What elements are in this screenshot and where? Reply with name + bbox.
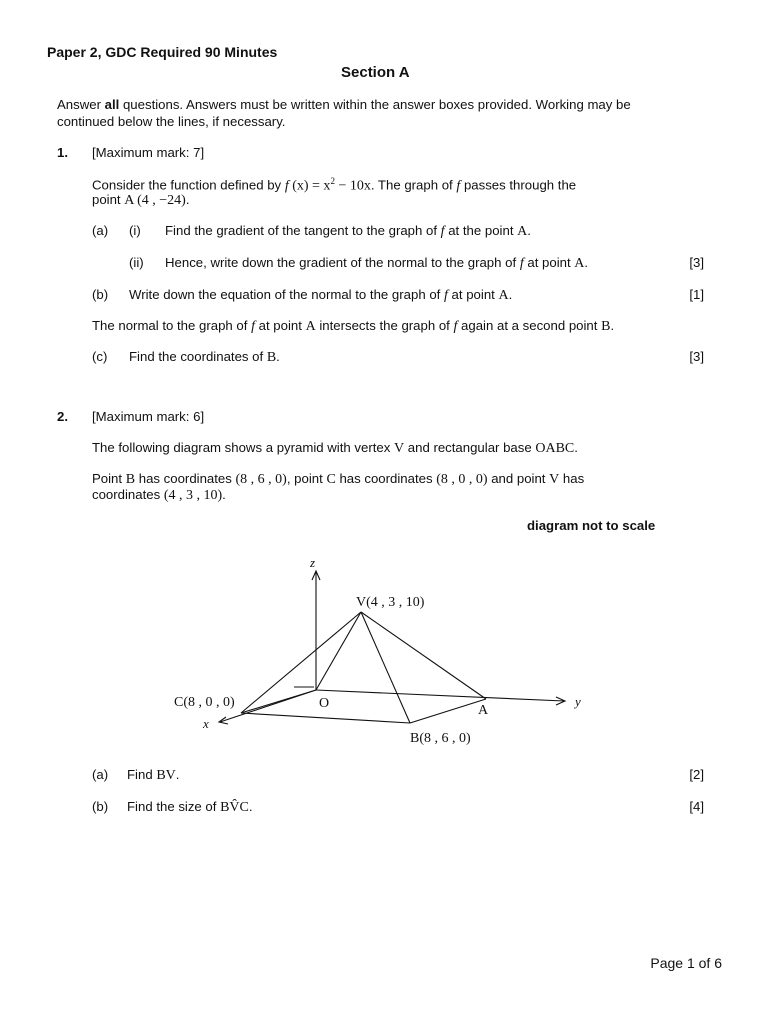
q1aii-label: (ii) xyxy=(129,255,144,270)
q1-normal-statement: The normal to the graph of f at point A intersects the graph of f again at a second point B. xyxy=(92,318,615,334)
page-number: Page 1 of 6 xyxy=(650,955,722,971)
q1b-mark: [1] xyxy=(689,287,704,302)
q1c-text: Find the coordinates of B. xyxy=(129,349,280,365)
q2b-text: Find the size of BV̂C. xyxy=(127,799,253,815)
instructions-line-2: continued below the lines, if necessary. xyxy=(57,114,286,129)
q1-intro-line-2: point A (4 , −24). xyxy=(92,192,190,208)
diagram-scale-note: diagram not to scale xyxy=(527,518,656,533)
q1-number: 1. xyxy=(57,145,68,160)
edge-VO xyxy=(316,612,361,690)
edge-VC xyxy=(241,612,361,713)
q1c-label: (c) xyxy=(92,349,108,364)
q2-max-mark: [Maximum mark: 6] xyxy=(92,409,205,424)
q1b-text: Write down the equation of the normal to the graph of f at point A. xyxy=(129,287,513,303)
q2b-label: (b) xyxy=(92,799,109,814)
y-axis-label: y xyxy=(575,694,581,709)
instructions-line-1: Answer all questions. Answers must be written within the answer boxes provided. Working may be xyxy=(57,97,631,112)
paper-title: Paper 2, GDC Required 90 Minutes xyxy=(47,44,278,60)
q2b-mark: [4] xyxy=(689,799,704,814)
q1ai-label: (i) xyxy=(129,223,141,238)
point-A-label: A xyxy=(478,703,489,718)
edge-CB xyxy=(241,713,410,723)
q2-intro: The following diagram shows a pyramid with vertex V and rectangular base OABC. xyxy=(92,440,578,456)
q1c-mark: [3] xyxy=(689,349,704,364)
point-B-label: B(8 , 6 , 0) xyxy=(410,731,471,746)
q1ai-text: Find the gradient of the tangent to the graph of f at the point A. xyxy=(165,223,531,239)
q2a-mark: [2] xyxy=(689,767,704,782)
section-title: Section A xyxy=(341,64,410,81)
q2-number: 2. xyxy=(57,409,68,424)
q2a-text: Find BV. xyxy=(127,767,180,783)
point-C-label: C(8 , 0 , 0) xyxy=(174,695,235,710)
q2-points-line-2: coordinates (4 , 3 , 10). xyxy=(92,487,226,503)
edge-CO xyxy=(241,690,316,713)
q1b-label: (b) xyxy=(92,287,109,302)
vertex-V-label: V(4 , 3 , 10) xyxy=(356,595,425,610)
q1a-mark: [3] xyxy=(689,255,704,270)
q1-intro-line-1: Consider the function defined by f $(x) = x^2 - 10x$. The graph of f passes through the xyxy=(92,176,577,194)
y-axis xyxy=(316,690,564,701)
z-axis-label: z xyxy=(310,555,316,570)
q1aii-text: Hence, write down the gradient of the normal to the graph of f at point A. xyxy=(165,255,589,271)
q1-max-mark: [Maximum mark: 7] xyxy=(92,145,205,160)
edge-BA xyxy=(410,699,486,723)
q2-points-line-1: Point B has coordinates (8 , 6 , 0), point C has coordinates (8 , 0 , 0) and point V has xyxy=(92,471,585,487)
q2a-label: (a) xyxy=(92,767,109,782)
q1a-label: (a) xyxy=(92,223,109,238)
x-axis-label: x xyxy=(203,716,209,731)
point-O-label: O xyxy=(319,696,330,711)
